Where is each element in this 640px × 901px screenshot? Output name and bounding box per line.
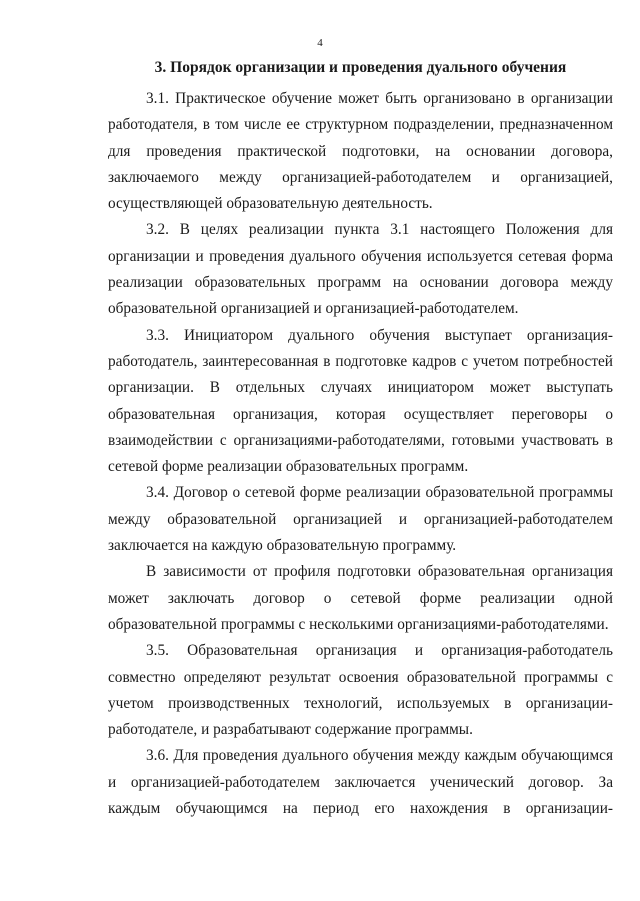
paragraph-3-3: 3.3. Инициатором дуального обучения выступает организация-работодатель, заинтересованная в подготовке кадров с учетом потребностей организации. В отдельных случаях инициатором может выступать образовательная организация, которая осуществляет переговоры о взаимодействии с организациями-работодателями, готовыми участвовать в сетевой форме реализации образовательных программ.	[108, 326, 613, 476]
section-title: 3. Порядок организации и проведения дуального обучения	[154, 59, 567, 76]
document-body	[108, 86, 613, 822]
paragraph-3-2: 3.2. В целях реализации пункта 3.1 настоящего Положения для организации и проведения дуального обучения используется сетевая форма реализации образовательных программ на основании договора между образовательной организацией и организацией-работодателем.	[108, 221, 613, 318]
paragraph-3-1: 3.1. Практическое обучение может быть организовано в организации работодателя, в том числе ее структурном подразделении, предназначенном для проведения практической подготовки, на основании договора, заключаемого между организацией-работодателем и организацией, осуществляющей образовательную деятельность.	[108, 90, 613, 213]
page-number: 4	[317, 37, 323, 49]
paragraph-3-6: 3.6. Для проведения дуального обучения между каждым обучающимся и организацией-работодателем заключается ученический договор. За каждым обучающимся на период его нахождения в организации-	[108, 747, 613, 818]
paragraph-3-4: 3.4. Договор о сетевой форме реализации образовательной программы между образовательной организацией и организацией-работодателем заключается на каждую образовательную программу.	[108, 484, 613, 555]
paragraph-3-4-continued: В зависимости от профиля подготовки образовательная организация может заключать договор о сетевой форме реализации одной образовательной программы с несколькими организациями-работодателями.	[108, 563, 613, 633]
paragraph-3-5: 3.5. Образовательная организация и организация-работодатель совместно определяют результат освоения образовательной программы с учетом производственных технологий, используемых в организации-работодателе, и разрабатывают содержание программы.	[108, 642, 613, 739]
